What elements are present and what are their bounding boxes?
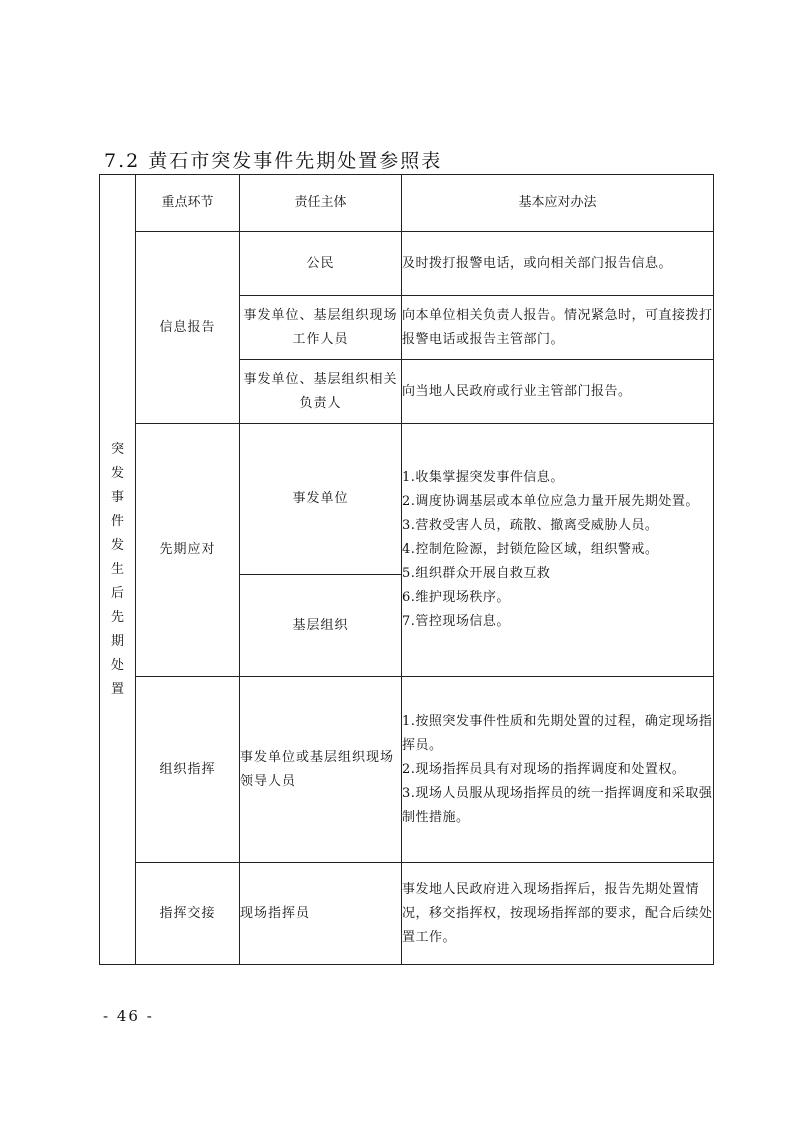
method-line: 1.按照突发事件性质和先期处置的过程，确定现场指挥员。 [402, 713, 713, 753]
table-row [100, 863, 714, 965]
method-cell: 事发地人民政府进入现场指挥后，报告先期处置情况，移交指挥权，按现场指挥部的要求，配合后续处置工作。 [402, 863, 714, 965]
subject-cell: 公民 [240, 232, 402, 296]
subject-cell: 现场指挥员 [240, 863, 402, 965]
method-line: 2.现场指挥员具有对现场的指挥调度和处置权。 [402, 761, 686, 777]
method-cell [402, 677, 714, 863]
side-label: 突发事件发生后先期处置 [100, 175, 136, 965]
table-header-row [100, 175, 714, 232]
page-number: - 46 - [103, 1007, 154, 1025]
table-row [100, 677, 714, 863]
subject-cell: 事发单位、基层组织相关负责人 [240, 360, 402, 424]
subject-cell: 基层组织 [240, 575, 402, 677]
stage-cell: 组织指挥 [136, 677, 240, 863]
method-line: 1.收集掌握突发事件信息。 [402, 470, 564, 485]
header-stage: 重点环节 [136, 175, 240, 232]
method-cell [402, 424, 714, 677]
method-cell: 及时拨打报警电话，或向相关部门报告信息。 [402, 232, 714, 296]
header-subject: 责任主体 [240, 175, 402, 232]
table-row [100, 232, 714, 296]
header-method: 基本应对办法 [402, 175, 714, 232]
method-cell: 向当地人民政府或行业主管部门报告。 [402, 360, 714, 424]
stage-cell: 指挥交接 [136, 863, 240, 965]
stage-cell: 先期应对 [136, 424, 240, 677]
method-line: 4.控制危险源，封锁危险区域，组织警戒。 [402, 542, 659, 557]
subject-cell: 事发单位或基层组织现场领导人员 [240, 677, 402, 863]
method-line: 5.组织群众开展自救互救 [402, 566, 551, 581]
table-row [100, 424, 714, 575]
method-line: 7.管控现场信息。 [402, 614, 510, 629]
method-line: 6.维护现场秩序。 [402, 590, 510, 605]
method-line: 3.营救受害人员，疏散、撤离受威胁人员。 [402, 518, 659, 533]
page-title: 7.2 黄石市突发事件先期处置参照表 [104, 150, 443, 172]
method-line: 3.现场人员服从现场指挥员的统一指挥调度和采取强制性措施。 [402, 785, 713, 825]
subject-cell: 事发单位、基层组织现场工作人员 [240, 296, 402, 360]
method-cell: 向本单位相关负责人报告。情况紧急时，可直接拨打报警电话或报告主管部门。 [402, 296, 714, 360]
stage-cell: 信息报告 [136, 232, 240, 424]
subject-cell: 事发单位 [240, 424, 402, 575]
method-line: 2.调度协调基层或本单位应急力量开展先期处置。 [402, 494, 699, 509]
reference-table [99, 174, 714, 965]
